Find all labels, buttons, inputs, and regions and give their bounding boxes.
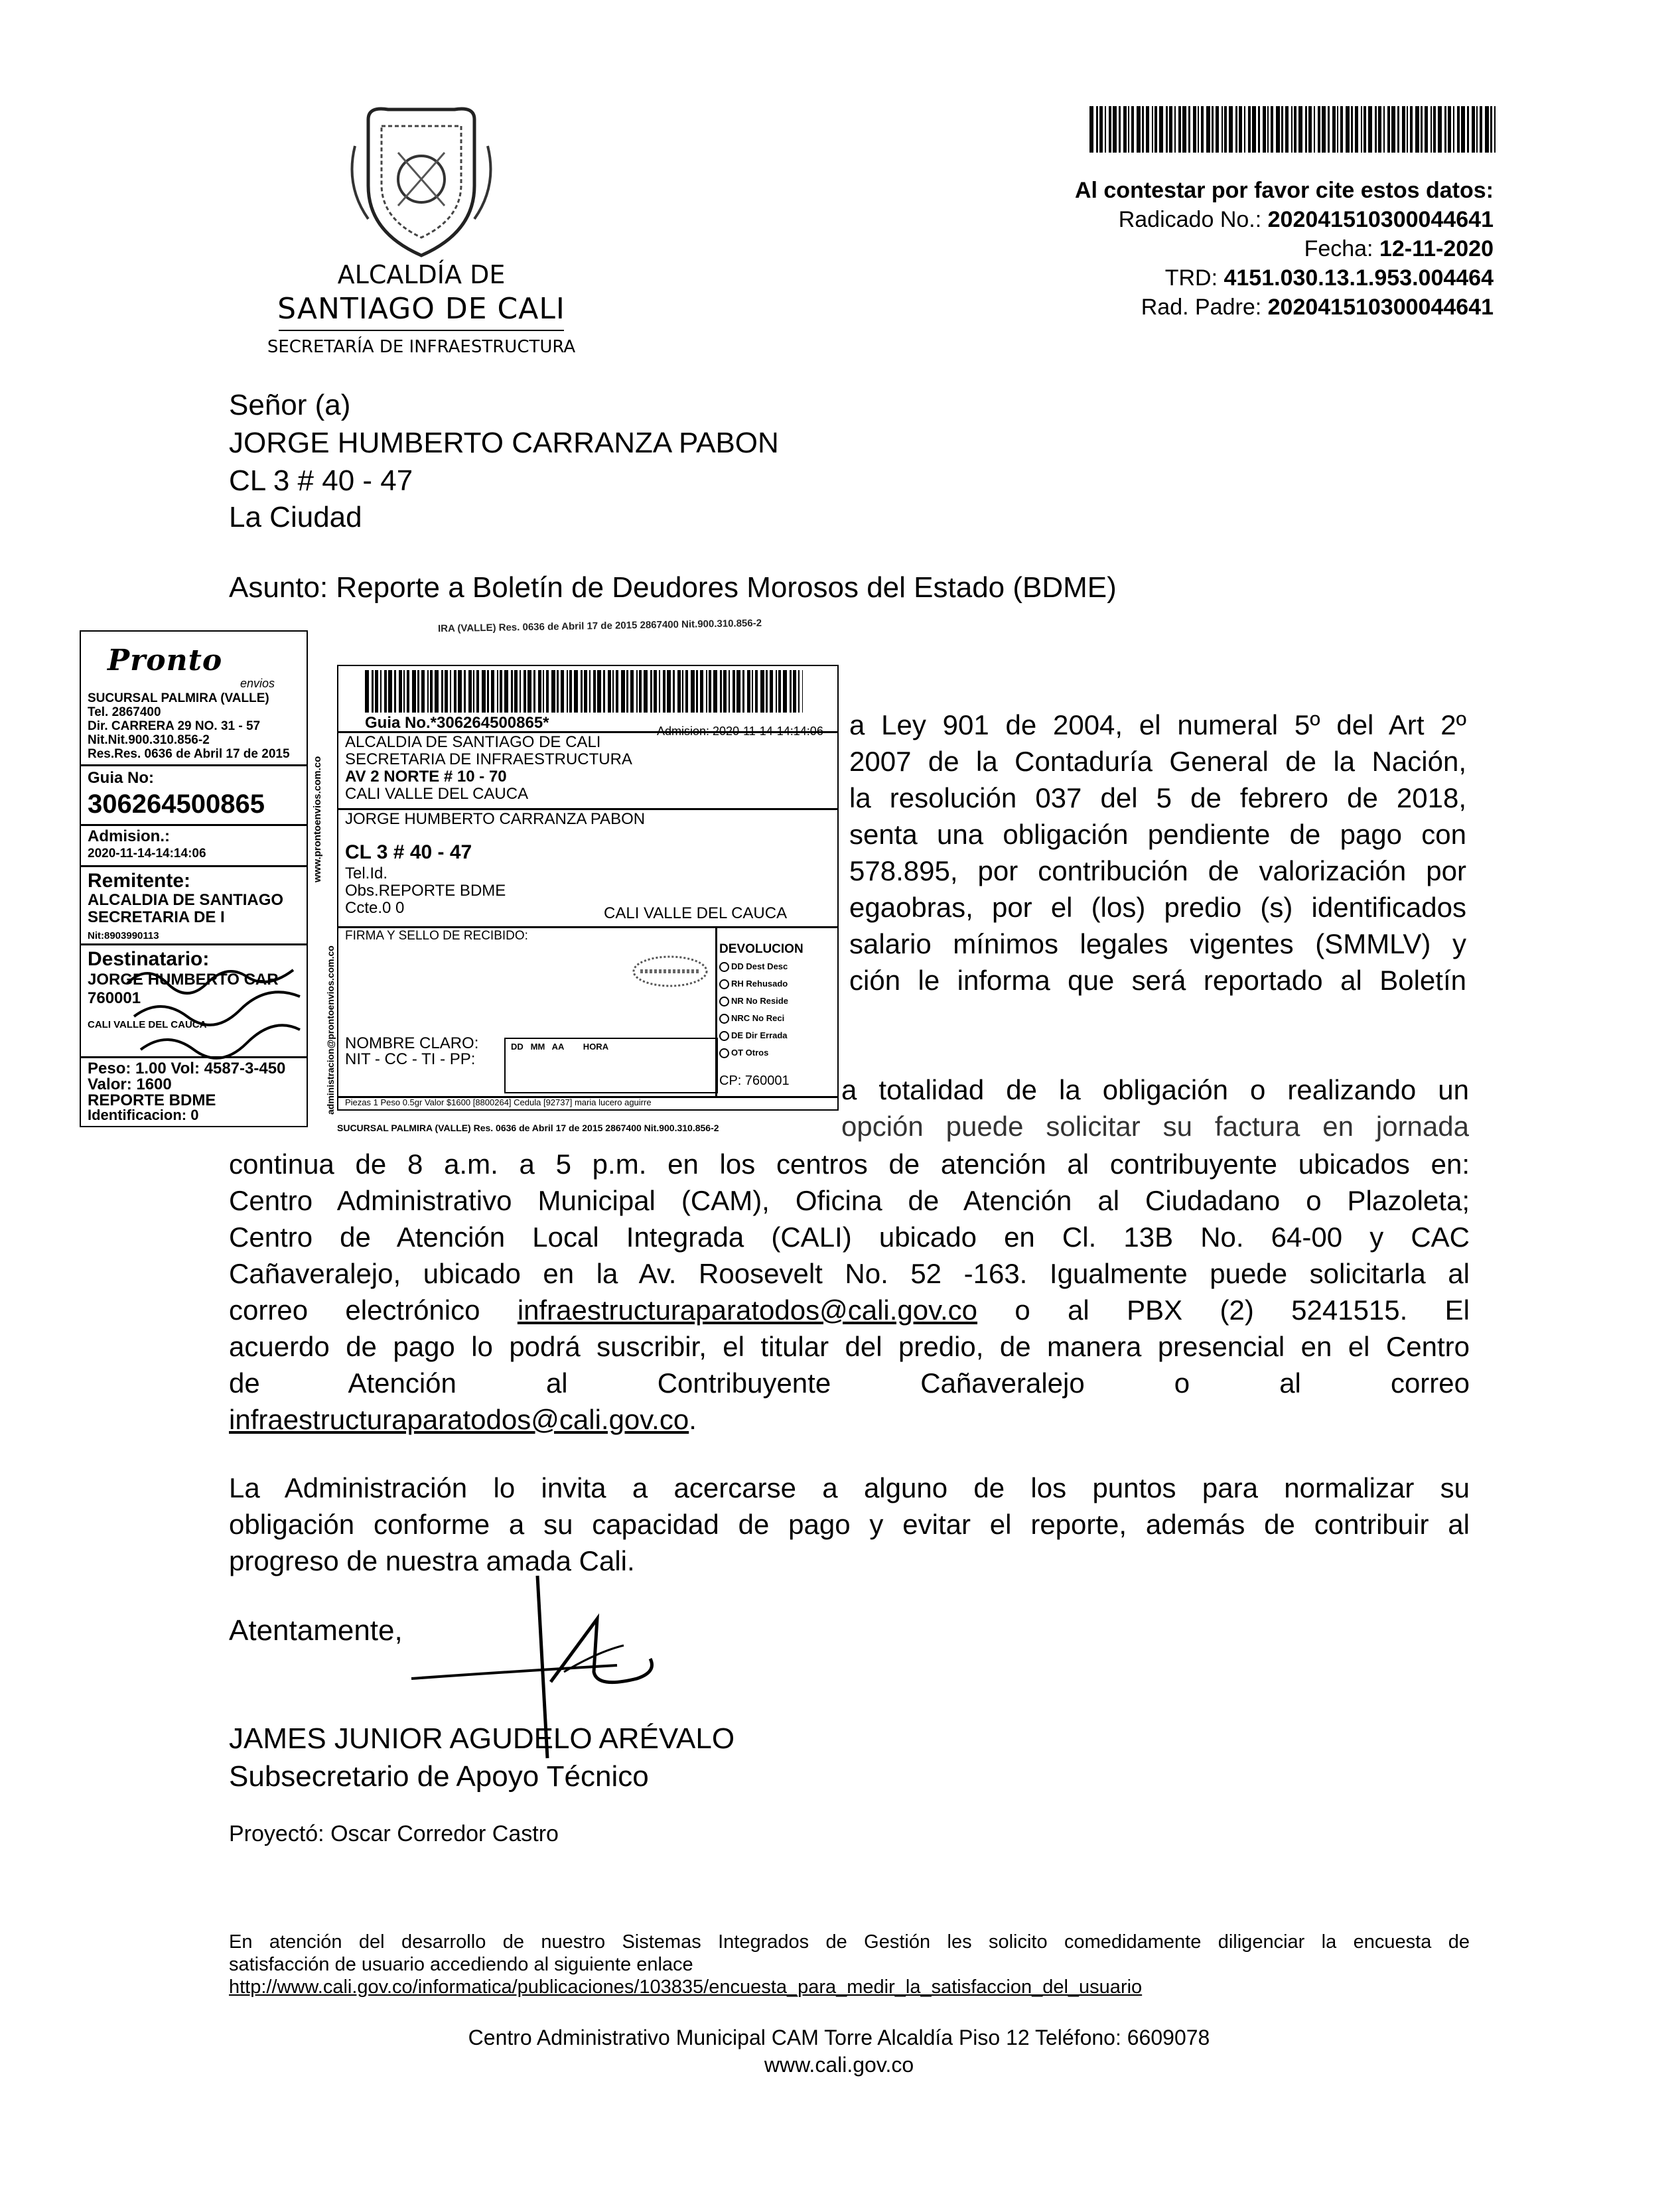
- issuer-divider: [279, 330, 564, 331]
- barcode-icon: [365, 670, 803, 713]
- branch-nit: Nit.Nit.900.310.856-2: [88, 733, 210, 747]
- survey-text-line2: satisfacción de usuario accediendo al siguiente enlace: [229, 1954, 693, 1975]
- devolucion-option-label: NRC No Reci: [731, 1013, 785, 1023]
- correo-suffix: o al PBX (2) 5241515. El: [977, 1294, 1470, 1326]
- paragraph-1-visible: [836, 707, 1466, 999]
- survey-note: [229, 1931, 1470, 1998]
- footer-website: www.cali.gov.co: [764, 2053, 914, 2077]
- barcode-icon: [1089, 106, 1496, 153]
- body-line: la resolución 037 del 5 de febrero de 2018,: [849, 782, 1466, 813]
- radio-circle-icon: [719, 1014, 729, 1024]
- trd-value: 4151.030.13.1.953.004464: [1224, 265, 1494, 291]
- devolucion-option-label: NR No Reside: [731, 996, 788, 1006]
- radio-circle-icon: [719, 1031, 729, 1041]
- body-line: acuerdo de pago lo podrá suscribir, el titular del predio, de manera presencial en el Centro: [229, 1331, 1470, 1362]
- valediction: Atentamente,: [229, 1614, 403, 1647]
- rad-padre-label: Rad. Padre:: [1141, 295, 1268, 320]
- bottom-strip: Piezas 1 Peso 0.5gr Valor $1600 [8800264] Cedula [92737] maria lucero aguirre: [345, 1097, 652, 1107]
- body-line: Centro de Atención Local Integrada (CALI) ubicado en Cl. 13B No. 64-00 y CAC: [229, 1221, 1470, 1253]
- dest-tel: Tel.Id.: [345, 864, 388, 882]
- body-line: egaobras, por el (los) predio (s) identificados: [849, 892, 1466, 923]
- devolucion-option: [719, 1010, 832, 1027]
- stamp-icon: [630, 951, 710, 991]
- branch-res: Res.Res. 0636 de Abril 17 de 2015: [88, 747, 290, 761]
- salutation: Señor (a): [229, 389, 351, 421]
- devolucion-option-label: DD Dest Desc: [731, 961, 788, 971]
- body-line: a Ley 901 de 2004, el numeral 5º del Art 2º: [849, 709, 1466, 740]
- sender-line1: ALCALDIA DE SANTIAGO DE CALI: [345, 733, 601, 751]
- branch-tel: Tel. 2867400: [88, 705, 161, 719]
- radicado-line: [1119, 205, 1494, 234]
- remitente-label: Remitente:: [88, 870, 191, 892]
- signer-title: Subsecretario de Apoyo Técnico: [229, 1760, 649, 1793]
- firma-label: FIRMA Y SELLO DE RECIBIDO:: [345, 929, 528, 943]
- date-columns: DD MM AA HORA: [511, 1042, 609, 1052]
- reference-barcode: [1089, 106, 1496, 153]
- devolucion-option: [719, 1027, 832, 1044]
- nit-cc: NIT - CC - TI - PP:: [345, 1050, 476, 1068]
- fecha-value: 12-11-2020: [1379, 236, 1494, 261]
- admision-inline: Admision: 2020-11-14-14:14:06: [657, 725, 823, 738]
- label-side-url: administracion@prontoenvios.com.co: [325, 945, 336, 1115]
- email-link-2[interactable]: infraestructuraparatodos@cali.gov.co: [229, 1404, 689, 1435]
- paragraph-2: [229, 1146, 1470, 1438]
- courier-brand: [107, 644, 222, 677]
- survey-link[interactable]: http://www.cali.gov.co/informatica/publicaciones/103835/encuesta_para_medir_la_satisfaccion_del_usuario: [229, 1976, 1143, 1998]
- body-line: [229, 1292, 1470, 1328]
- coat-of-arms-icon: [342, 106, 501, 259]
- body-line: salario mínimos legales vigentes (SMMLV) y: [849, 928, 1466, 959]
- devolucion-label: DEVOLUCION: [719, 942, 804, 956]
- sender-block: [345, 734, 809, 803]
- radio-circle-icon: [719, 962, 729, 972]
- body-line: [229, 1401, 1470, 1438]
- body-line: progreso de nuestra amada Cali.: [229, 1545, 635, 1576]
- destinatario-line1: JORGE HUMBERTO CAR: [88, 971, 279, 989]
- courier-stub: [80, 630, 308, 1127]
- devolucion-options: [719, 958, 832, 1062]
- courier-main-label: [337, 665, 839, 1111]
- issuer-name-line1: ALCALDÍA DE: [337, 260, 506, 289]
- paragraph-3: [229, 1470, 1470, 1579]
- body-line: Centro Administrativo Municipal (CAM), Oficina de Atención al Ciudadano o Plazoleta;: [229, 1185, 1470, 1216]
- email-link[interactable]: infraestructuraparatodos@cali.gov.co: [517, 1294, 978, 1326]
- rad-padre-line: [1141, 293, 1494, 322]
- obs-line: REPORTE BDME: [88, 1091, 216, 1109]
- valor-line: Valor: 1600: [88, 1075, 172, 1093]
- survey-text-line1: En atención del desarrollo de nuestro Sistemas Integrados de Gestión les solicito comedidamente diligenciar la encuesta de: [229, 1931, 1470, 1953]
- destinatario-city: CALI VALLE DEL CAUCA: [88, 1019, 207, 1030]
- guia-barcode-text: Guia No.*306264500865*: [365, 714, 549, 732]
- body-line: continua de 8 a.m. a 5 p.m. en los centros de atención al contribuyente ubicados en:: [229, 1148, 1470, 1180]
- radicado-value: 202041510300044641: [1267, 207, 1494, 232]
- sender-line3: AV 2 NORTE # 10 - 70: [345, 768, 507, 786]
- body-line: La Administración lo invita a acercarse a alguno de los puntos para normalizar su: [229, 1472, 1470, 1503]
- recipient-name: JORGE HUMBERTO CARRANZA PABON: [229, 427, 779, 459]
- destinatario-line2: 760001: [88, 989, 141, 1007]
- body-line: senta una obligación pendiente de pago con: [849, 819, 1466, 850]
- radio-circle-icon: [719, 997, 729, 1006]
- coat-of-arms-seal: [342, 106, 501, 259]
- fecha-label: Fecha:: [1304, 236, 1379, 261]
- devolucion-option-label: OT Otros: [731, 1048, 769, 1058]
- fecha-line: [1304, 234, 1494, 263]
- handwriting-scribble-icon: [121, 957, 307, 1076]
- email-link-2-period: .: [689, 1404, 697, 1435]
- paragraph-2-partial-line1: a totalidad de la obligación o realizando un: [841, 1074, 1469, 1105]
- brand-name: Pronto: [107, 644, 223, 677]
- dest-ccte: Ccte.0 0: [345, 899, 405, 917]
- devolucion-option: [719, 993, 832, 1010]
- subject-line: Asunto: Reporte a Boletín de Deudores Morosos del Estado (BDME): [229, 571, 1117, 604]
- branch-info: [88, 691, 300, 761]
- recipient-address: CL 3 # 40 - 47: [229, 464, 413, 497]
- issuer-name-line2: SANTIAGO DE CALI: [277, 292, 565, 326]
- destinatario-label: Destinatario:: [88, 948, 210, 970]
- sender-line2: SECRETARIA DE INFRAESTRUCTURA: [345, 750, 632, 768]
- department-name: SECRETARÍA DE INFRAESTRUCTURA: [267, 337, 576, 357]
- correo-prefix: correo electrónico: [229, 1294, 518, 1326]
- remitente-nit: Nit:8903990113: [88, 930, 159, 941]
- label-bottom-strip: SUCURSAL PALMIRA (VALLE) Res. 0636 de Abril 17 de 2015 2867400 Nit.900.310.856-2: [337, 1123, 719, 1133]
- admision-label: Admision.:: [88, 827, 170, 845]
- devolucion-option: [719, 975, 832, 993]
- body-line: Cañaveralejo, ubicado en la Av. Roosevelt No. 52 -163. Igualmente puede solicitarla al: [229, 1258, 1470, 1289]
- cite-heading: Al contestar por favor cite estos datos:: [1074, 178, 1494, 203]
- trd-label: TRD:: [1164, 265, 1224, 291]
- dest-name: JORGE HUMBERTO CARRANZA PABON: [345, 810, 646, 828]
- body-line: ción le informa que será reportado al Boletín: [849, 965, 1466, 996]
- radicado-label: Radicado No.:: [1118, 207, 1268, 232]
- dest-obs: Obs.REPORTE BDME: [345, 882, 506, 900]
- trd-line: [1165, 263, 1494, 293]
- guia-label: Guia No:: [88, 769, 154, 787]
- dest-address: CL 3 # 40 - 47: [345, 841, 472, 863]
- body-line: 2007 de la Contaduría General de la Nación,: [849, 746, 1466, 777]
- body-line: 578.895, por contribución de valorización por: [849, 855, 1466, 886]
- remitente-line1: ALCALDIA DE SANTIAGO: [88, 891, 284, 909]
- devolucion-option-label: DE Dir Errada: [731, 1030, 788, 1040]
- radio-circle-icon: [719, 1048, 729, 1058]
- cp-value: CP: 760001: [719, 1073, 790, 1088]
- branch-dir: Dir. CARRERA 29 NO. 31 - 57: [88, 719, 261, 733]
- identificacion-line: Identificacion: 0: [88, 1107, 199, 1123]
- dest-city: CALI VALLE DEL CAUCA: [604, 904, 788, 922]
- peso-line: Peso: 1.00 Vol: 4587-3-450: [88, 1060, 286, 1077]
- sender-line4: CALI VALLE DEL CAUCA: [345, 785, 529, 803]
- radio-circle-icon: [719, 979, 729, 989]
- signer-name: JAMES JUNIOR AGUDELO ARÉVALO: [229, 1722, 735, 1755]
- remitente-line2: SECRETARIA DE I: [88, 908, 225, 926]
- nombre-claro: NOMBRE CLARO:: [345, 1034, 479, 1052]
- projected-by: Proyectó: Oscar Corredor Castro: [229, 1821, 559, 1846]
- body-line: obligación conforme a su capacidad de pago y evitar el reporte, además de contribuir al: [229, 1509, 1470, 1540]
- paragraph-2-partial-line2: opción puede solicitar su factura en jornada: [841, 1111, 1469, 1142]
- guia-number: 306264500865: [88, 790, 265, 819]
- devolucion-option: [719, 1044, 832, 1062]
- rad-padre-value: 202041510300044641: [1267, 295, 1494, 320]
- stub-side-url: www.prontoenvios.com.co: [312, 756, 323, 882]
- footer-address: Centro Administrativo Municipal CAM Torre Alcaldía Piso 12 Teléfono: 6609078: [468, 2026, 1210, 2049]
- label-top-strip: IRA (VALLE) Res. 0636 de Abril 17 de 2015 2867400 Nit.900.310.856-2: [437, 617, 762, 635]
- admision-value: 2020-11-14-14:14:06: [88, 847, 206, 861]
- recipient-city: La Ciudad: [229, 501, 362, 533]
- body-line: de Atención al Contribuyente Cañaveralejo o al correo: [229, 1367, 1470, 1399]
- brand-subtitle: envios: [240, 677, 275, 690]
- devolucion-option: [719, 958, 832, 975]
- devolucion-option-label: RH Rehusado: [731, 979, 788, 989]
- branch: SUCURSAL PALMIRA (VALLE): [88, 691, 269, 705]
